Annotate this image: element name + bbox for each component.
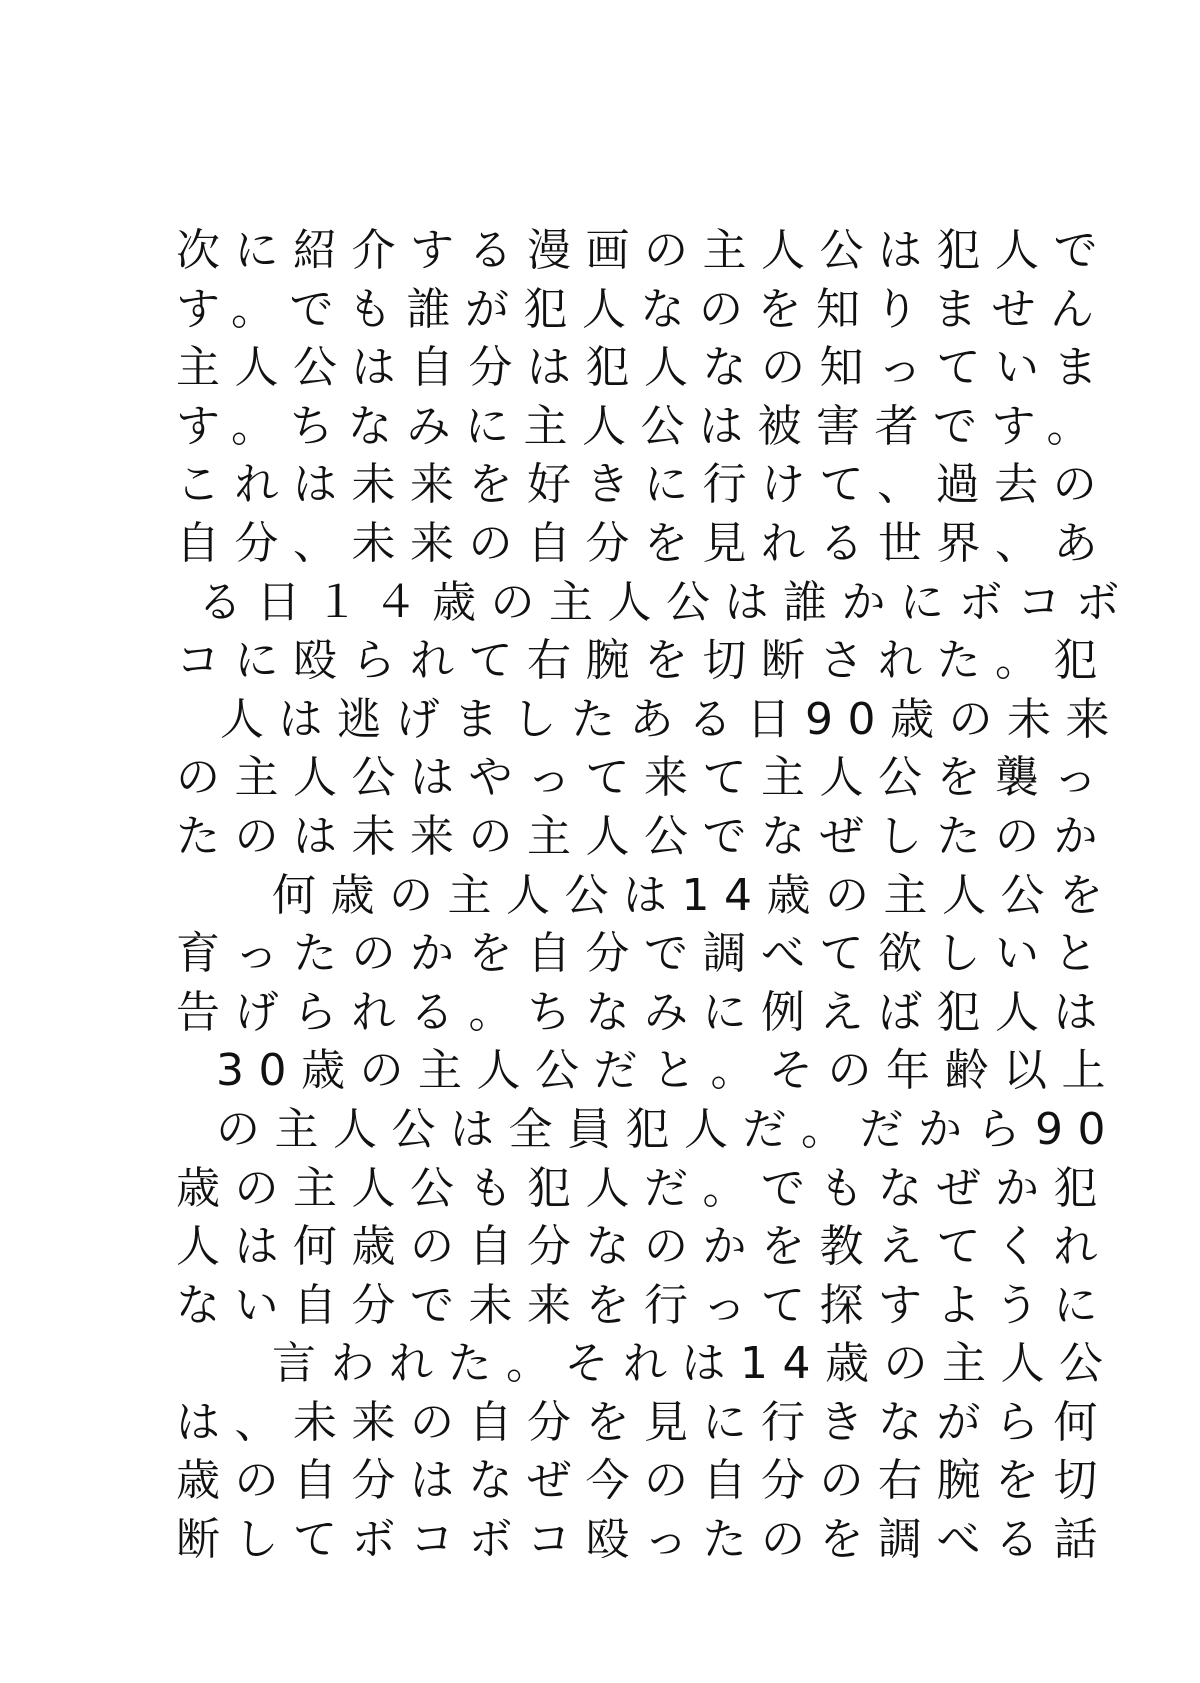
text-line-19: ない自分で未来を行って探すように <box>176 1279 1112 1331</box>
text-line-15: 30歳の主人公だと。その年齢以上 <box>216 1045 1120 1097</box>
text-line-12: 何歳の主人公は14歳の主人公を <box>272 869 1118 921</box>
body-text <box>176 222 1134 1570</box>
text-line-22: 歳の自分はなぜ今の自分の右腕を切 <box>176 1455 1112 1507</box>
text-line-8: コに殴られて右腕を切断された。犯 <box>176 635 1112 687</box>
text-line-18: 人は何歳の自分なのかを教えてくれ <box>176 1221 1112 1273</box>
text-line-2: す。でも誰が犯人なのを知りません <box>176 283 1109 335</box>
text-line-5: これは未来を好きに行けて、過去の <box>176 459 1112 511</box>
text-line-6: 自分、未来の自分を見れる世界、あ <box>176 517 1112 569</box>
text-line-14: 告げられる。ちなみに例えば犯人は <box>176 986 1112 1038</box>
text-line-10: の主人公はやって来て主人公を襲っ <box>176 752 1112 804</box>
text-line-16: の主人公は全員犯人だ。だから90 <box>216 1103 1120 1155</box>
text-line-7: る日１４歳の主人公は誰かにボコボ <box>198 576 1134 628</box>
text-line-3: 主人公は自分は犯人なの知っていま <box>176 342 1112 394</box>
text-line-13: 育ったのかを自分で調べて欲しいと <box>176 928 1112 980</box>
text-line-4: す。ちなみに主人公は被害者です。 <box>176 400 1105 452</box>
text-line-20: 言われた。それは14歳の主人公 <box>272 1338 1118 1390</box>
text-line-23: 断してボコボコ殴ったのを調べる話 <box>176 1514 1112 1566</box>
text-line-17: 歳の主人公も犯人だ。でもなぜか犯 <box>176 1162 1112 1214</box>
text-line-21: は、未来の自分を見に行きながら何 <box>176 1396 1112 1448</box>
text-line-11: たのは未来の主人公でなぜしたのか <box>176 810 1112 862</box>
text-line-1: 次に紹介する漫画の主人公は犯人で <box>176 225 1112 276</box>
text-line-9: 人は逃げましたある日90歳の未来 <box>220 693 1124 745</box>
